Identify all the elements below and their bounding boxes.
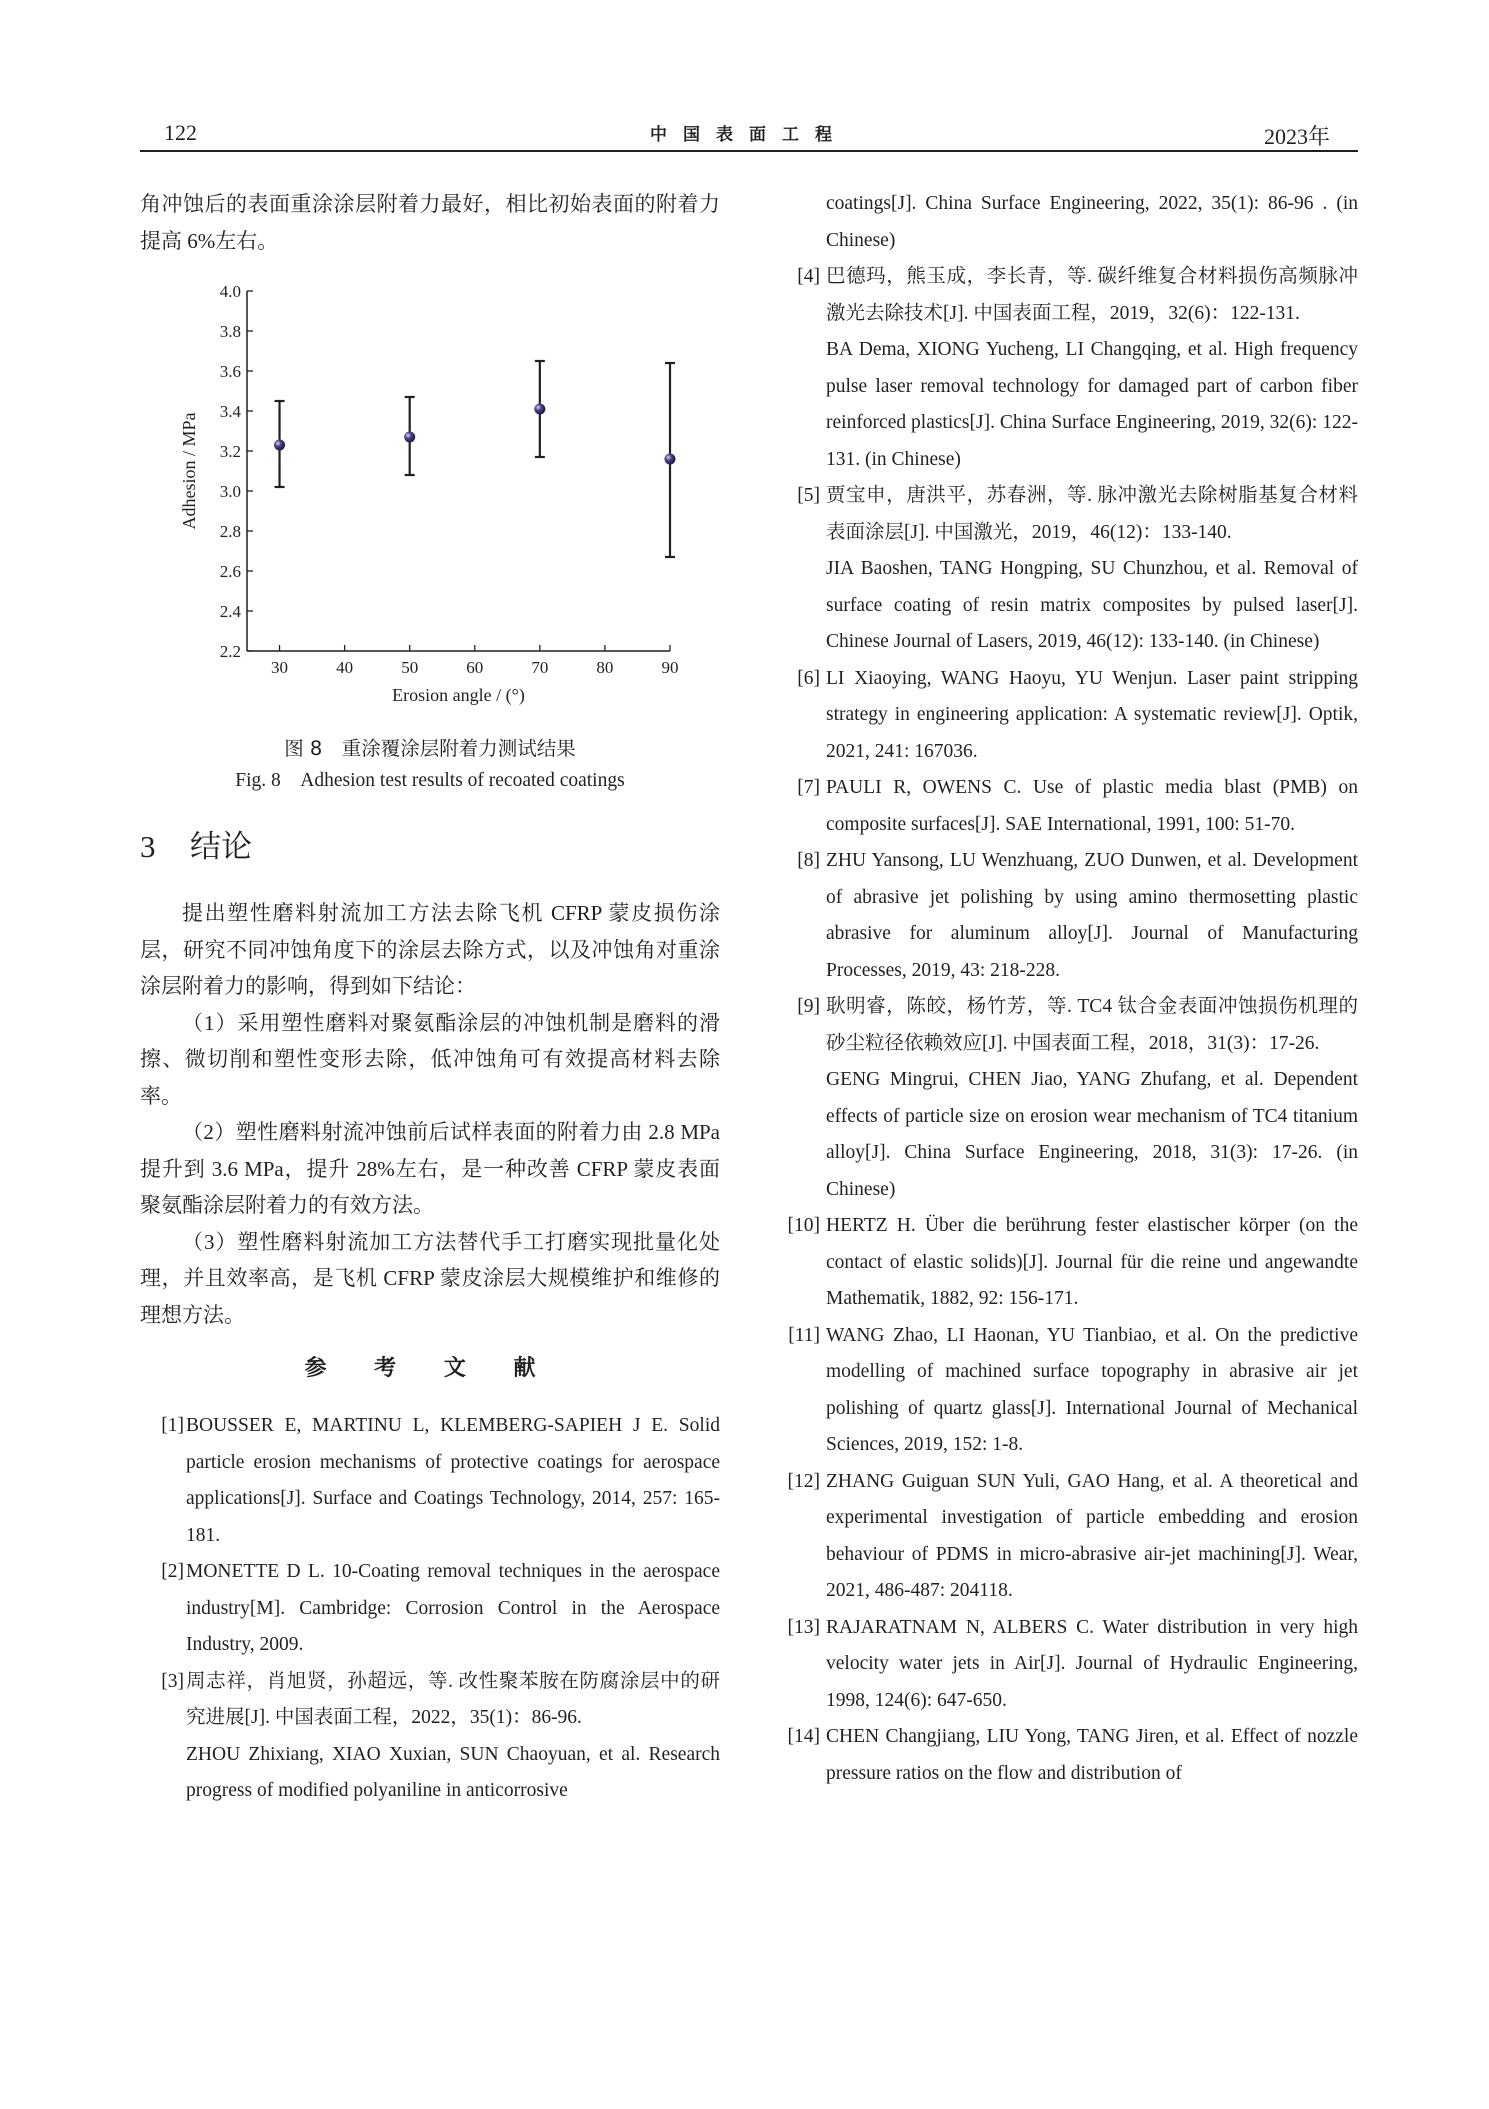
journal-name: 中国表面工程 <box>650 125 848 145</box>
y-tick-label: 3.4 <box>219 402 241 421</box>
x-tick-label: 70 <box>531 658 549 677</box>
reference-number: [3] <box>161 1670 184 1692</box>
reference-number: [6] <box>797 667 820 689</box>
x-axis-label: Erosion angle / (°) <box>392 685 525 705</box>
reference-text: PAULI R, OWENS C. Use of plastic media blast (PMB) on composite surfaces[J]. SAE International, 1991, 100: 51-70. <box>826 777 1358 835</box>
reference-text-en: BA Dema, XIONG Yucheng, LI Changqing, et al. High frequency pulse laser removal technology for damaged part of carbon fiber reinforced plastics[J]. China Surface Engineering, 2019, 32(6): 122-131. (in Chinese) <box>826 339 1358 470</box>
reference-text: MONETTE D L. 10-Coating removal techniques in the aerospace industry[M]. Cambridge: Corrosion Control in the Aerospace Industry, 2009. <box>186 1561 720 1655</box>
marker-icon <box>404 432 415 443</box>
y-tick-label: 2.2 <box>219 642 241 661</box>
left-column <box>140 186 720 1810</box>
conclusion-item-3: （3）塑性磨料射流加工方法替代手工打磨实现批量化处理，并且效率高，是飞机 CFRP 蒙皮涂层大规模维护和维修的理想方法。 <box>140 1229 720 1327</box>
data-point <box>404 397 415 475</box>
reference-item <box>780 1464 1358 1610</box>
reference-item <box>780 1318 1358 1464</box>
reference-text-en: JIA Baoshen, TANG Hongping, SU Chunzhou, et al. Removal of surface coating of resin matrix composites by pulsed laser[J]. Chinese Journal of Lasers, 2019, 46(12): 133-140. (in Chinese) <box>826 558 1358 652</box>
y-axis-label: Adhesion / MPa <box>179 412 199 530</box>
conclusion-intro: 提出塑性磨料射流加工方法去除飞机 CFRP 蒙皮损伤涂层，研究不同冲蚀角度下的涂层去除方式，以及冲蚀角对重涂涂层附着力的影响，得到如下结论： <box>140 901 720 998</box>
reference-item <box>140 1408 720 1554</box>
marker-icon <box>665 454 676 465</box>
section-number: 3 <box>140 829 156 864</box>
chart-plot <box>140 259 720 729</box>
y-tick-label: 3.0 <box>219 482 241 501</box>
chart-axes <box>220 282 679 677</box>
y-tick-label: 3.2 <box>219 442 241 461</box>
reference-number: [1] <box>161 1415 184 1436</box>
data-point <box>534 361 545 457</box>
reference-number: [4] <box>797 266 820 287</box>
intro-paragraph: 角冲蚀后的表面重涂涂层附着力最好，相比初始表面的附着力提高 6%左右。 <box>140 192 720 253</box>
reference-text: WANG Zhao, LI Haonan, YU Tianbiao, et al. On the predictive modelling of machined surface topography in abrasive air jet polishing of quartz glass[J]. International Journal of Mechanical Sciences, 2019, 152: 1-8. <box>826 1324 1358 1455</box>
reference-number: [14] <box>787 1726 820 1747</box>
y-tick-label: 2.4 <box>219 602 241 621</box>
y-tick-label: 2.6 <box>219 562 241 581</box>
reference-item <box>780 1719 1358 1792</box>
data-point <box>665 363 676 557</box>
reference-item <box>780 843 1358 989</box>
right-column <box>780 186 1358 1792</box>
reference-item <box>780 478 1358 661</box>
adhesion-chart <box>140 259 720 729</box>
section-title: 结论 <box>190 829 252 865</box>
reference-text: BOUSSER E, MARTINU L, KLEMBERG-SAPIEH J E. Solid particle erosion mechanisms of protective coatings for aerospace applications[J]. Surface and Coatings Technology, 2014, 257: 165-181. <box>186 1415 720 1546</box>
reference-item <box>780 259 1358 478</box>
reference-text: HERTZ H. Über die berührung fester elastischer körper (on the contact of elastic solids)[J]. Journal für die reine und angewandte Mathematik, 1882, 92: 156-171. <box>826 1215 1358 1309</box>
journal-year: 2023年 <box>1263 124 1330 149</box>
reference-number: [11] <box>788 1324 820 1346</box>
reference-item <box>780 1208 1358 1318</box>
reference-text: CHEN Changjiang, LIU Yong, TANG Jiren, et al. Effect of nozzle pressure ratios on the flow and distribution of <box>826 1726 1358 1784</box>
reference-text: 巴德玛，熊玉成，李长青，等. 碳纤维复合材料损伤高频脉冲激光去除技术[J]. 中国表面工程，2019，32(6)：122-131. <box>826 266 1358 324</box>
data-point <box>274 401 285 487</box>
reference-text: LI Xiaoying, WANG Haoyu, YU Wenjun. Laser paint stripping strategy in engineering application: A systematic review[J]. Optik, 2021, 241: 167036. <box>826 667 1358 762</box>
reference-text: 周志祥，肖旭贤，孙超远，等. 改性聚苯胺在防腐涂层中的研究进展[J]. 中国表面工程，2022，35(1)：86-96. <box>186 1670 720 1728</box>
running-header <box>140 118 1358 152</box>
header-divider <box>140 150 1358 152</box>
reference-item <box>140 1554 720 1664</box>
conclusion-item-1: （1）采用塑性磨料对聚氨酯涂层的冲蚀机制是磨料的滑擦、微切削和塑性变形去除，低冲蚀角可有效提高材料去除率。 <box>140 1010 720 1108</box>
figure-caption-en: Fig. 8 Adhesion test results of recoated coatings <box>235 770 625 791</box>
y-tick-label: 2.8 <box>219 522 241 541</box>
x-tick-label: 60 <box>466 658 484 677</box>
reference-number: [5] <box>797 485 820 506</box>
y-tick-label: 4.0 <box>219 282 241 301</box>
x-tick-label: 50 <box>401 658 419 677</box>
reference-item <box>780 770 1358 843</box>
reference-text-en: GENG Mingrui, CHEN Jiao, YANG Zhufang, et al. Dependent effects of particle size on erosion wear mechanism of TC4 titanium alloy[J]. China Surface Engineering, 2018, 31(3): 17-26. (in Chinese) <box>826 1069 1358 1200</box>
x-tick-label: 30 <box>271 658 289 677</box>
reference-text: ZHU Yansong, LU Wenzhuang, ZUO Dunwen, et al. Development of abrasive jet polishing by using amino thermosetting plastic abrasive for aluminum alloy[J]. Journal of Manufacturing Processes, 2019, 43: 218-228. <box>826 850 1358 981</box>
reference-text-en: ZHOU Zhixiang, XIAO Xuxian, SUN Chaoyuan, et al. Research progress of modified polyaniline in anticorrosive <box>186 1743 720 1801</box>
conclusion-item-2: （2）塑性磨料射流冲蚀前后试样表面的附着力由 2.8 MPa 提升到 3.6 MPa，提升 28%左右，是一种改善 CFRP 蒙皮表面聚氨酯涂层附着力的有效方法。 <box>140 1120 720 1217</box>
reference-text: RAJARATNAM N, ALBERS C. Water distribution in very high velocity water jets in Air[J]. Journal of Hydraulic Engineering, 1998, 124(6): 647-650. <box>826 1616 1358 1711</box>
page-number: 122 <box>164 120 197 145</box>
reference-item <box>780 661 1358 771</box>
x-tick-label: 80 <box>596 658 614 677</box>
y-tick-label: 3.8 <box>219 322 241 341</box>
reference-text: 耿明睿，陈皎，杨竹芳，等. TC4 钛合金表面冲蚀损伤机理的砂尘粒径依赖效应[J]. 中国表面工程，2018，31(3)：17-26. <box>826 996 1358 1054</box>
references-heading: 参 考 文 献 <box>304 1356 556 1381</box>
reference-number: [9] <box>797 996 820 1017</box>
reference-continuation: coatings[J]. China Surface Engineering, 2022, 35(1): 86-96 . (in Chinese) <box>826 193 1358 251</box>
reference-item <box>780 1610 1358 1720</box>
reference-number: [10] <box>787 1215 820 1236</box>
reference-item <box>140 1664 720 1810</box>
x-tick-label: 90 <box>661 658 679 677</box>
marker-icon <box>274 440 285 451</box>
marker-icon <box>534 404 545 415</box>
reference-text: ZHANG Guiguan SUN Yuli, GAO Hang, et al. A theoretical and experimental investigation of particle embedding and erosion behaviour of PDMS in micro-abrasive air-jet machining[J]. Wear, 2021, 486-487: 204118. <box>826 1470 1358 1601</box>
reference-number: [13] <box>787 1616 820 1638</box>
reference-number: [12] <box>787 1470 820 1492</box>
reference-number: [2] <box>161 1561 184 1582</box>
section-heading <box>140 827 720 867</box>
reference-number: [8] <box>797 850 820 871</box>
figure-caption-cn: 图 8 重涂覆涂层附着力测试结果 <box>284 737 576 760</box>
y-tick-label: 3.6 <box>219 362 241 381</box>
reference-item <box>780 989 1358 1208</box>
reference-text: 贾宝申，唐洪平，苏春洲，等. 脉冲激光去除树脂基复合材料表面涂层[J]. 中国激光，2019，46(12)：133-140. <box>826 485 1358 543</box>
x-tick-label: 40 <box>336 658 354 677</box>
reference-number: [7] <box>797 777 820 798</box>
